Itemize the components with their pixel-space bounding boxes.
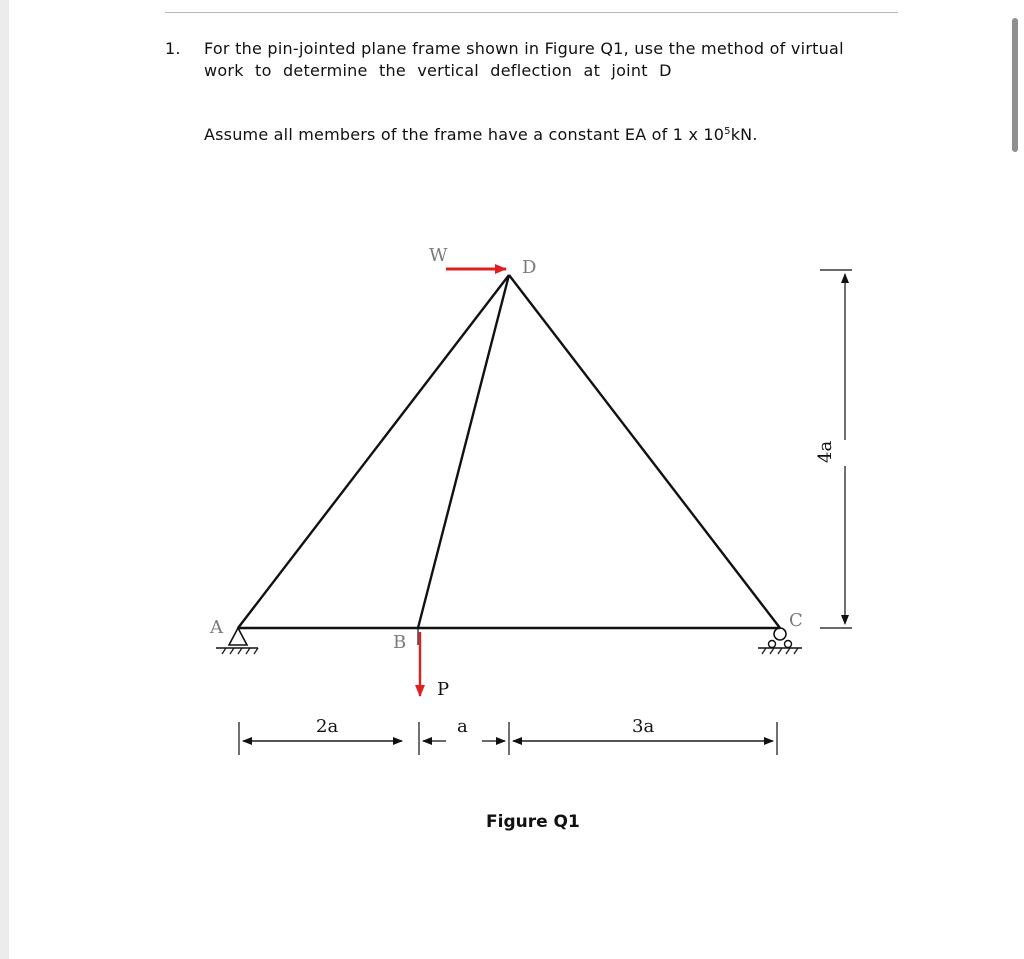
question-number: 1. <box>165 39 181 58</box>
dimension-label-a: a <box>457 716 468 737</box>
joint-label-b: B <box>393 632 407 653</box>
roller-support-c <box>758 628 802 654</box>
load-w-label: W <box>429 245 448 266</box>
joint-label-d: D <box>522 257 537 278</box>
question-text-line-1: For the pin-jointed plane frame shown in Figure Q1, use the method of virtual <box>204 39 844 58</box>
assumption-exponent: 5 <box>724 126 731 137</box>
load-p-label: P <box>437 679 450 700</box>
question-text-line-2: work to determine the vertical deflection at joint D <box>204 61 672 80</box>
joint-label-a: A <box>210 617 223 638</box>
dimension-label-2a: 2a <box>316 716 339 737</box>
member-bd <box>418 275 509 628</box>
member-ad <box>238 275 509 628</box>
dimension-label-4a: 4a <box>815 440 836 463</box>
assumption-prefix: Assume all members of the frame have a constant EA of 1 x 10 <box>204 125 725 144</box>
joint-label-c: C <box>789 610 803 631</box>
figure-caption: Figure Q1 <box>486 812 580 832</box>
member-dc <box>509 275 780 628</box>
assumption-suffix: kN. <box>730 125 758 144</box>
dimension-label-3a: 3a <box>632 716 655 737</box>
